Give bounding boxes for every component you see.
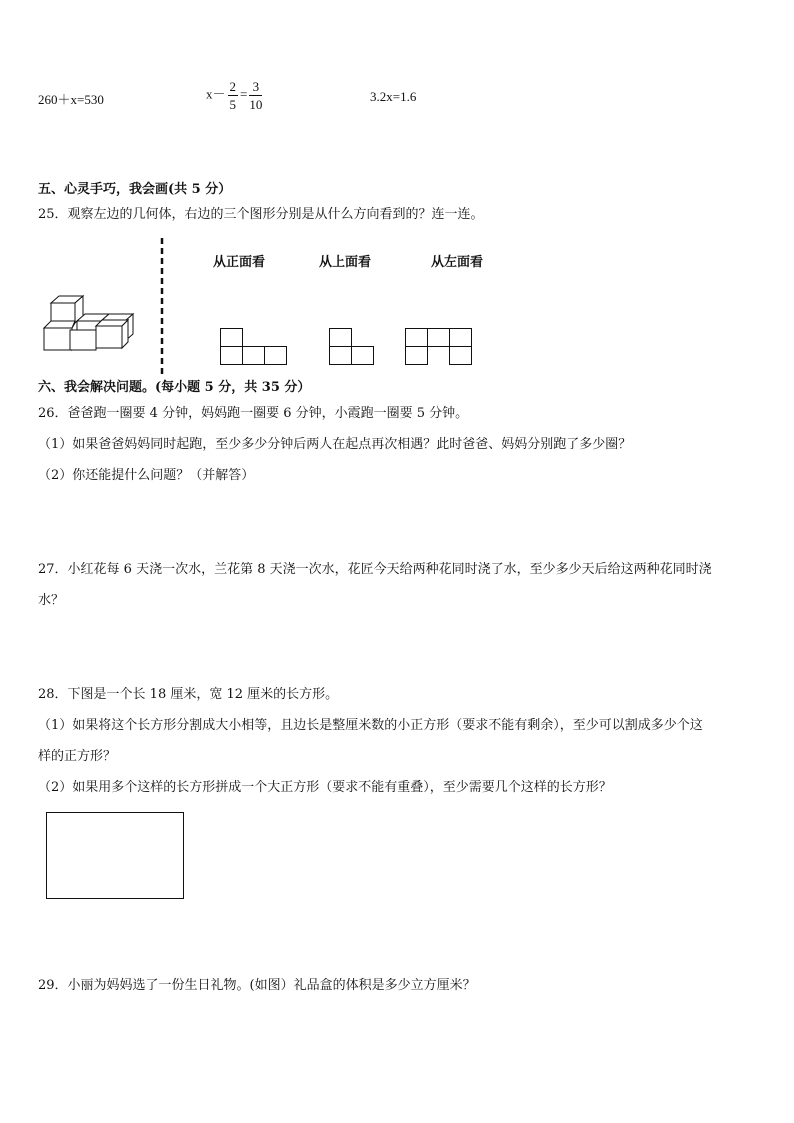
view-label-left: 从左面看 [431, 255, 484, 270]
question-28-part-1-line-2: 样的正方形？ [38, 749, 117, 764]
question-28: 28．下图是一个长 18 厘米，宽 12 厘米的长方形。 [38, 687, 339, 702]
equation-1: 260＋x=530 [38, 92, 104, 107]
cube-solid-figure [40, 290, 145, 352]
question-27-line-1: 27．小红花每 6 天浇一次水，兰花第 8 天浇一次水，花匠今天给两种花同时浇了水，至少多少天后给这两种花同时浇 [38, 562, 712, 577]
question-26-part-1: （1）如果爸爸妈妈同时起跑，至少多少分钟后两人在起点再次相遇？此时爸爸、妈妈分别跑了多少圈？ [38, 437, 632, 452]
question-25: 25．观察左边的几何体，右边的三个图形分别是从什么方向看到的？连一连。 [38, 207, 484, 222]
fraction-right [249, 78, 262, 113]
view-shape-3[interactable] [405, 328, 473, 366]
section-5-title: 五、心灵手巧，我会画(共 5 分） [38, 182, 232, 197]
question-26: 26．爸爸跑一圈要 4 分钟，妈妈跑一圈要 6 分钟，小霞跑一圈要 5 分钟。 [38, 406, 469, 421]
question-28-part-2: （2）如果用多个这样的长方形拼成一个大正方形（要求不能有重叠），至少需要几个这样的长方形？ [38, 780, 612, 795]
equation-2-prefix: x－ [206, 86, 226, 102]
section-6-title: 六、我会解决问题。(每小题 5 分，共 35 分） [38, 380, 311, 395]
view-shape-2[interactable] [329, 328, 375, 366]
rectangle-figure [46, 812, 184, 899]
dashed-divider [160, 238, 164, 376]
question-26-part-2: （2）你还能提什么问题？（并解答） [38, 468, 255, 483]
fraction-right-denominator: 10 [249, 97, 263, 112]
equation-3: 3.2x=1.6 [370, 89, 417, 104]
question-27-line-2: 水？ [38, 593, 65, 608]
question-28-part-1-line-1: （1）如果将这个长方形分割成大小相等，且边长是整厘米数的小正方形（要求不能有剩余），至少可以割成多少个这 [38, 718, 703, 733]
fraction-right-numerator: 3 [249, 78, 262, 96]
fraction-left-denominator: 5 [229, 97, 237, 112]
view-label-top: 从上面看 [319, 255, 372, 270]
view-shape-1[interactable] [220, 328, 288, 366]
fraction-left [228, 78, 239, 113]
equation-2 [206, 78, 264, 113]
fraction-left-numerator: 2 [229, 79, 237, 94]
view-label-front: 从正面看 [213, 255, 266, 270]
question-29: 29．小丽为妈妈选了一份生日礼物。(如图）礼品盒的体积是多少立方厘米？ [38, 978, 476, 993]
equation-2-equals: = [240, 86, 248, 102]
